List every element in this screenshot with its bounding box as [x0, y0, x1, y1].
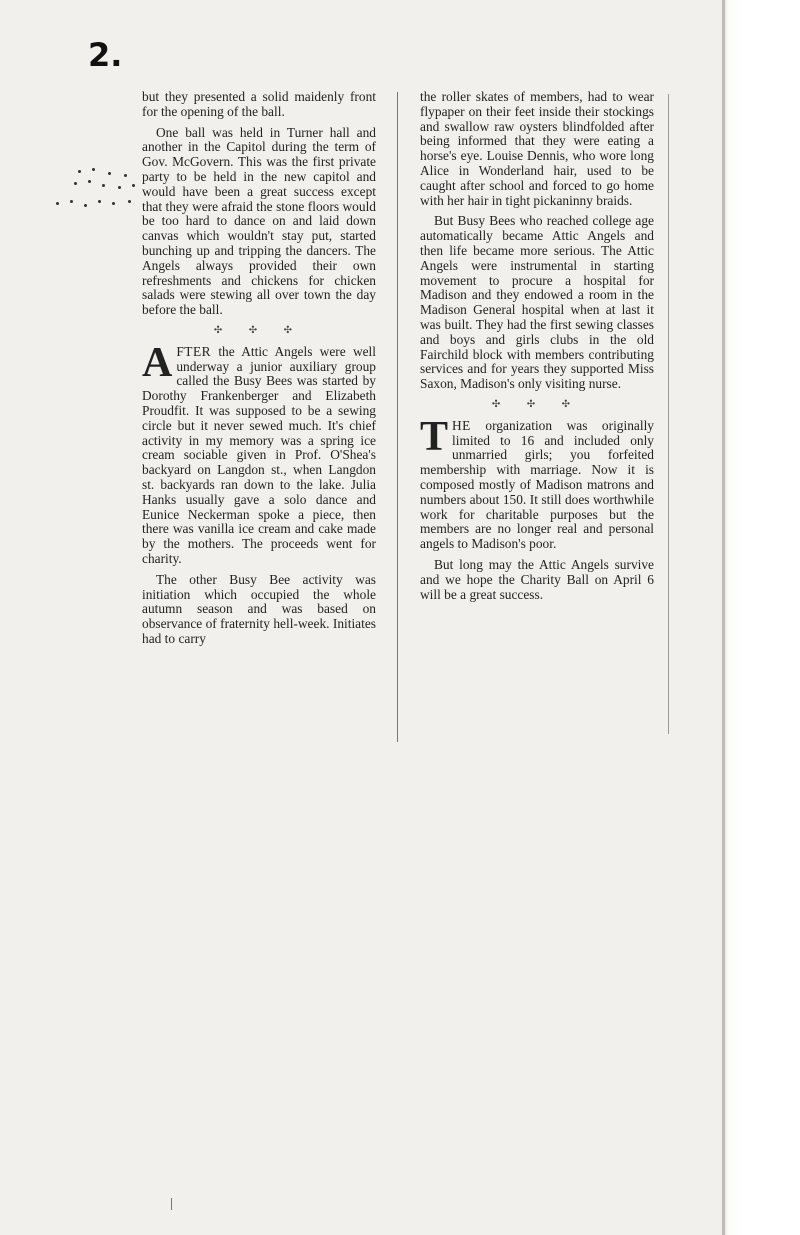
scan-mark — [171, 1198, 172, 1210]
page-right-edge — [722, 0, 800, 1235]
paragraph-text: organization was originally limited to 16 and included only unmarried girls; you forfeited membership with marriage. Now it is composed mostly of Madison matrons and numbers about 150. It still does worthwhile work for charitable purposes but the members are no longer real and personal angels to Madison's poor. — [420, 417, 654, 552]
left-column — [142, 90, 376, 653]
section-divider: ✣ ✣ ✣ — [491, 398, 583, 410]
paragraph-text: the Attic Angels were well underway a junior auxiliary group called the Busy Bees was started by Dorothy Frankenberger and Elizabeth Proudfit. It was supposed to be a sewing circle but it never sewed much. It's chief activity in my memory was a spring ice cream sociable given in Prof. O'Shea's backyard on Langdon st., when Langdon st. backyards ran down to the lake. Julia Hanks usually gave a solo dance and Eunice Neckerman spoke a piece, then there was vanilla ice cream and cake made by the mothers. The proceeds went for charity. — [142, 343, 376, 566]
page-number: 2. — [88, 36, 123, 74]
section-divider: ✣ ✣ ✣ — [213, 324, 305, 336]
margin-dot-marks — [52, 164, 140, 212]
paragraph: but they presented a solid maidenly front for the opening of the ball. — [142, 89, 376, 119]
right-border-rule — [668, 94, 669, 734]
lead-word: FTER — [176, 343, 212, 359]
right-column — [420, 90, 654, 608]
column-rule — [397, 92, 398, 742]
paragraph: But Busy Bees who reached college age automatically became Attic Angels and then life became more serious. The Attic Angels were instrumental in starting movement to procure a hospital for Madison and they endowed a room in the Madison General hospital when at last it was built. They had the first sewing classes and boys and girls clubs in the old Fairchild block with members contributing services and for years they supported Miss Saxon, Madison's only visiting nurse. — [420, 213, 654, 392]
paragraph: One ball was held in Turner hall and another in the Capitol during the term of Gov. McGovern. This was the first private party to be held in the new capitol and would have been a great success except that they were afraid the stone floors would be too hard to dance on and laid down canvas which wouldn't stay put, started bunching up and tripping the dancers. The Angels always provided their own refreshments and chickens for chicken salads were stewing all over town the day before the ball. — [142, 124, 376, 318]
paragraph: the roller skates of members, had to wear flypaper on their feet inside their stockings and swallow raw oysters blindfolded after being informed that they were eating a horse's eye. Louise Dennis, who wore long Alice in Wonderland hair, used to be caught after school and forced to go home with her hair in tight pickaninny braids. — [420, 89, 654, 208]
drop-cap: T — [420, 413, 449, 460]
section-paragraph — [420, 413, 654, 552]
paragraph: The other Busy Bee activity was initiation which occupied the whole autumn season and was based on observance of fraternity hell-week. Initiates had to carry — [142, 571, 376, 646]
paragraph: But long may the Attic Angels survive and we hope the Charity Ball on April 6 will be a great success. — [420, 556, 654, 602]
drop-cap: A — [142, 339, 173, 386]
section-paragraph — [142, 339, 376, 567]
lead-word: HE — [452, 417, 471, 433]
page-edge-line — [722, 0, 725, 1235]
